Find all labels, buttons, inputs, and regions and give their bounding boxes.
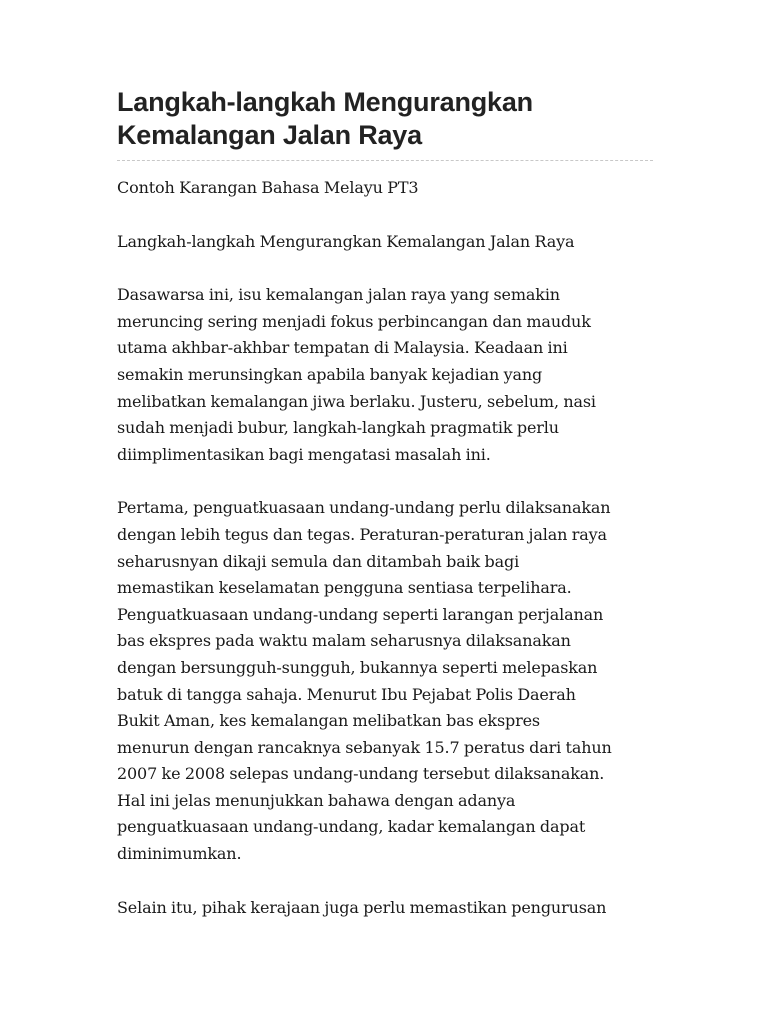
paragraph-line: dengan bersungguh-sungguh, bukannya seperti melepaskan <box>117 657 598 677</box>
subtitle: Contoh Karangan Bahasa Melayu PT3 <box>117 178 419 197</box>
paragraph-line: memastikan keselamatan pengguna sentiasa terpelihara. <box>117 578 572 598</box>
paragraph-line: seharusnyan dikaji semula dan ditambah baik bagi <box>117 551 520 571</box>
paragraph-line: Dasawarsa ini, isu kemalangan jalan raya yang semakin <box>117 285 560 305</box>
paragraph-line: semakin merunsingkan apabila banyak kejadian yang <box>117 364 543 384</box>
paragraph-line: Pertama, penguatkuasaan undang-undang perlu dilaksanakan <box>117 498 611 518</box>
paragraph-1 <box>117 282 657 468</box>
paragraph-line: melibatkan kemalangan jiwa berlaku. Justeru, sebelum, nasi <box>117 391 596 411</box>
paragraph-line: utama akhbar-akhbar tempatan di Malaysia. Keadaan ini <box>117 338 568 358</box>
page-title <box>117 86 657 152</box>
paragraph-line: penguatkuasaan undang-undang, kadar kemalangan dapat <box>117 817 586 837</box>
essay-heading: Langkah-langkah Mengurangkan Kemalangan Jalan Raya <box>117 231 575 251</box>
document-page <box>117 86 657 921</box>
paragraph-line: menurun dengan rancaknya sebanyak 15.7 peratus dari tahun <box>117 737 612 757</box>
paragraph-line: Selain itu, pihak kerajaan juga perlu memastikan pengurusan <box>117 897 607 917</box>
paragraph-line: Hal ini jelas menunjukkan bahawa dengan adanya <box>117 790 516 810</box>
paragraph-2 <box>117 495 657 867</box>
paragraph-line: 2007 ke 2008 selepas undang-undang tersebut dilaksanakan. <box>117 764 605 784</box>
paragraph-line: bas ekspres pada waktu malam seharusnya dilaksanakan <box>117 631 571 651</box>
article-body <box>117 175 657 921</box>
paragraph-line: meruncing sering menjadi fokus perbincangan dan mauduk <box>117 311 591 331</box>
paragraph-line: Penguatkuasaan undang-undang seperti larangan perjalanan <box>117 604 604 624</box>
title-divider <box>117 160 653 161</box>
title-line-2: Kemalangan Jalan Raya <box>117 120 422 150</box>
paragraph-line: diminimumkan. <box>117 844 242 864</box>
paragraph-line: diimplimentasikan bagi mengatasi masalah ini. <box>117 444 491 464</box>
paragraph-line: sudah menjadi bubur, langkah-langkah pragmatik perlu <box>117 418 559 438</box>
paragraph-line: Bukit Aman, kes kemalangan melibatkan bas ekspres <box>117 711 540 731</box>
paragraph-line: dengan lebih tegus dan tegas. Peraturan-peraturan jalan raya <box>117 524 607 544</box>
paragraph-line: batuk di tangga sahaja. Menurut Ibu Pejabat Polis Daerah <box>117 684 576 704</box>
paragraph-3 <box>117 895 657 922</box>
title-line-1: Langkah-langkah Mengurangkan <box>117 87 533 117</box>
